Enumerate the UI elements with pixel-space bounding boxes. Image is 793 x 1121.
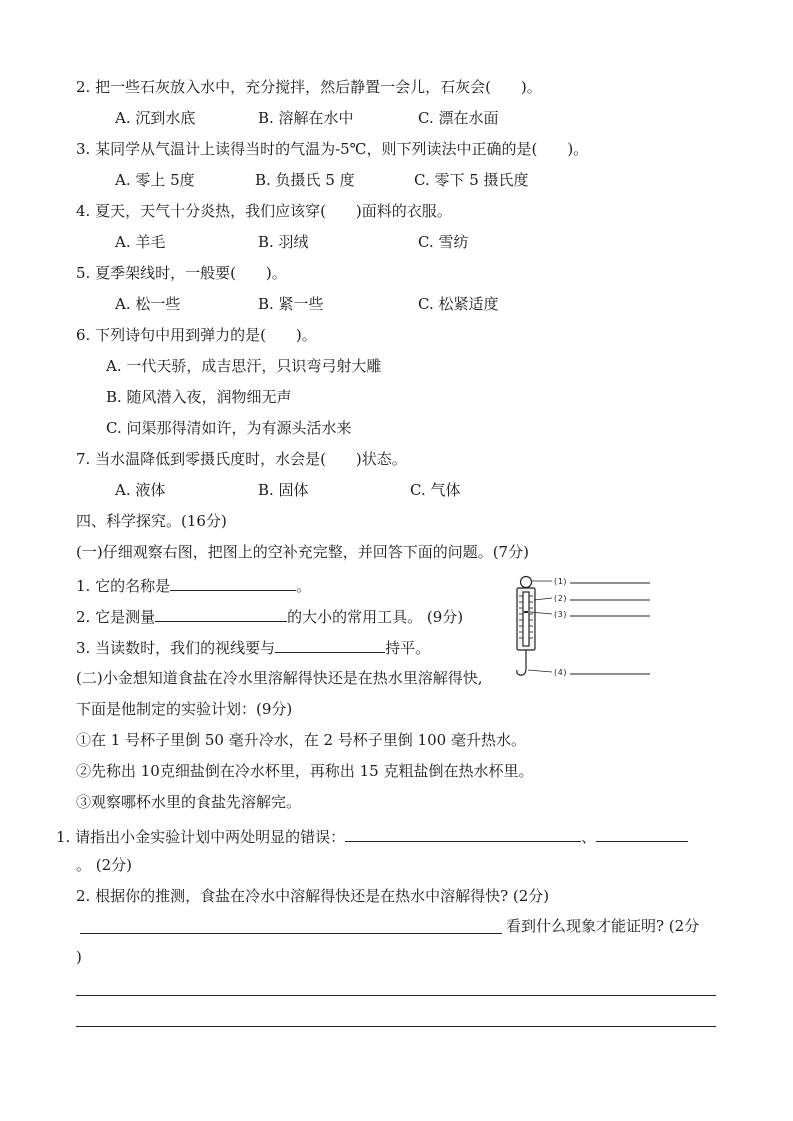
- question-3-option-b: B. 负摄氏 5 度: [255, 171, 355, 189]
- question-2-option-b: B. 溶解在水中: [258, 109, 354, 127]
- question-7-option-b: B. 固体: [258, 481, 309, 499]
- spring-scale-drawing: [517, 577, 650, 676]
- part-1-question-1: [76, 575, 311, 596]
- answer-line[interactable]: [76, 995, 716, 996]
- experiment-step-2: ②先称出 10克细盐倒在冷水杯里，再称出 15 克粗盐倒在热水杯里。: [76, 762, 534, 780]
- question-6-option-c: C. 问渠那得清如许，为有源头活水来: [106, 419, 352, 437]
- question-3-stem: 3. 某同学从气温计上读得当时的气温为-5℃，则下列读法中正确的是( )。: [76, 140, 589, 158]
- question-6-option-a: A. 一代天骄，成吉思汗，只识弯弓射大雕: [106, 357, 382, 375]
- question-7-stem: 7. 当水温降低到零摄氏度时，水会是( )状态。: [76, 450, 407, 468]
- answer-blank[interactable]: [275, 637, 385, 653]
- spring-scale-figure: [508, 572, 658, 684]
- question-6-stem: 6. 下列诗句中用到弹力的是( )。: [76, 326, 317, 344]
- question-2-option-a: A. 沉到水底: [115, 109, 196, 127]
- part-1-question-1-suffix: 。: [296, 577, 312, 595]
- part-1-question-2-prefix: 2. 它是测量: [76, 608, 156, 626]
- figure-label-4: (4): [553, 668, 568, 677]
- part-1-question-2: [76, 606, 463, 627]
- question-2-option-c: C. 漂在水面: [418, 109, 499, 127]
- question-4-option-c: C. 雪纺: [418, 233, 469, 251]
- part-1-question-3-prefix: 3. 当读数时，我们的视线要与: [76, 639, 276, 657]
- part-1-question-3: [76, 637, 430, 658]
- separator: 、: [581, 828, 597, 846]
- part-2-intro-line-2: 下面是他制定的实验计划：(9分): [76, 700, 293, 718]
- figure-label-1: (1): [553, 577, 568, 586]
- answer-blank[interactable]: [155, 606, 287, 622]
- answer-line[interactable]: [76, 1026, 716, 1027]
- question-3-option-c: C. 零下 5 摄氏度: [414, 171, 529, 189]
- experiment-step-3: ③观察哪杯水里的食盐先溶解完。: [76, 793, 302, 811]
- figure-label-2: (2): [553, 594, 568, 603]
- question-5-stem: 5. 夏季架线时，一般要( )。: [76, 264, 287, 282]
- question-5-option-b: B. 紧一些: [258, 295, 324, 313]
- figure-label-3: (3): [553, 610, 568, 619]
- section-4-title: 四、科学探究。(16分): [76, 512, 227, 530]
- answer-blank[interactable]: [596, 826, 688, 842]
- part-2-question-2-stem: 2. 根据你的推测，食盐在冷水中溶解得快还是在热水中溶解得快? (2分): [76, 887, 550, 905]
- question-4-option-b: B. 羽绒: [258, 233, 309, 251]
- part-2-question-2-follow: 看到什么现象才能证明? (2分: [506, 917, 700, 935]
- part-1-question-1-prefix: 1. 它的名称是: [76, 577, 171, 595]
- part-1-question-2-suffix: 的大小的常用工具。 (9分): [287, 608, 464, 626]
- question-4-option-a: A. 羊毛: [115, 233, 166, 251]
- question-2-stem: 2. 把一些石灰放入水中，充分搅拌，然后静置一会儿，石灰会( )。: [76, 78, 542, 96]
- answer-blank[interactable]: [345, 826, 581, 842]
- part-2-question-1-prefix: 1. 请指出小金实验计划中两处明显的错误：: [56, 828, 346, 846]
- answer-blank[interactable]: [170, 575, 296, 591]
- question-5-option-c: C. 松紧适度: [418, 295, 499, 313]
- question-7-option-c: C. 气体: [410, 481, 461, 499]
- question-5-option-a: A. 松一些: [115, 295, 181, 313]
- part-1-question-3-suffix: 持平。: [385, 639, 431, 657]
- answer-line[interactable]: [80, 933, 502, 934]
- experiment-step-1: ①在 1 号杯子里倒 50 毫升冷水，在 2 号杯子里倒 100 毫升热水。: [76, 731, 526, 749]
- part-2-question-1: [56, 826, 688, 847]
- question-6-option-b: B. 随风潜入夜，润物细无声: [106, 388, 292, 406]
- part-1-intro: (一)仔细观察右图，把图上的空补充完整，并回答下面的问题。(7分): [76, 543, 529, 561]
- question-7-option-a: A. 液体: [115, 481, 166, 499]
- question-3-option-a: A. 零上 5度: [115, 171, 195, 189]
- closing-parenthesis: ): [76, 948, 82, 966]
- part-2-intro-line-1: (二)小金想知道食盐在冷水里溶解得快还是在热水里溶解得快,: [76, 669, 483, 687]
- part-2-question-1-tail: 。 (2分): [76, 856, 133, 874]
- question-4-stem: 4. 夏天，天气十分炎热，我们应该穿( )面料的衣服。: [76, 202, 452, 220]
